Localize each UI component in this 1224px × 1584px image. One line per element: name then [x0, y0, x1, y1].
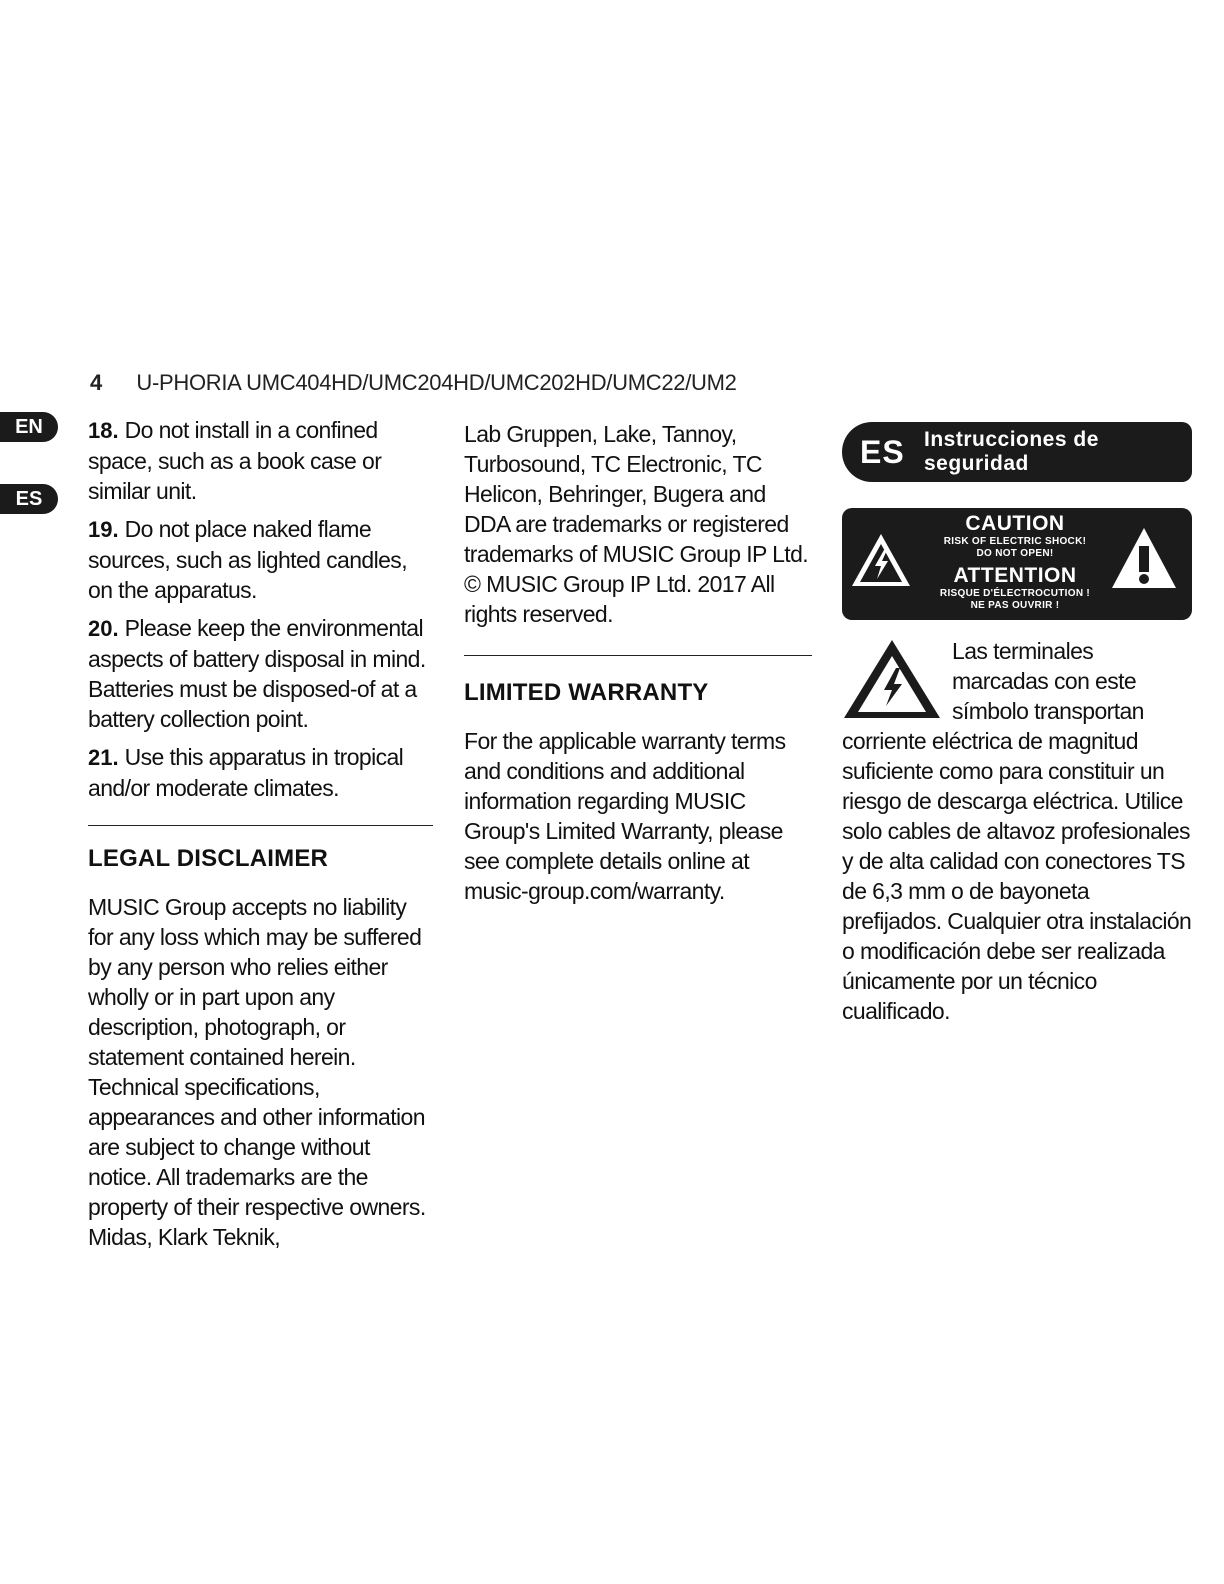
item-text: Do not place naked flame sources, such as lighted candles, on the apparatus. — [88, 516, 408, 603]
lang-tab-es[interactable]: ES — [0, 484, 58, 514]
column-1 — [88, 415, 433, 1252]
caution-text-block — [922, 512, 1108, 612]
caution-subtitle-2: DO NOT OPEN! — [976, 548, 1054, 559]
trademark-continuation: Lab Gruppen, Lake, Tannoy, Turbosound, TC Electronic, TC Helicon, Behringer, Bugera and DDA are trademarks or registered trademarks of MUSIC Group IP Ltd. © MUSIC Group IP Ltd. 2017 All rights reserved. — [464, 421, 809, 627]
safety-item-18 — [88, 415, 433, 506]
safety-item-20 — [88, 613, 433, 734]
warning-text: Las terminales marcadas con este símbolo transportan corriente eléctrica de magnitud suficiente como para constituir un riesgo de descarga eléctrica. Utilice solo cables de altavoz profesionales y de alta calidad con conectores TS de 6,3 mm o de bayoneta prefijados. Cualquier otra instalación o modificación debe ser realizada únicamente por un técnico cualificado. — [842, 638, 1192, 1024]
section-divider — [464, 655, 812, 656]
limited-warranty-title: LIMITED WARRANTY — [464, 679, 709, 706]
item-text: Use this apparatus in tropical and/or moderate climates. — [88, 744, 404, 801]
banner-language-code: ES — [860, 434, 905, 470]
safety-item-19 — [88, 514, 433, 605]
legal-disclaimer-title: LEGAL DISCLAIMER — [88, 845, 329, 872]
es-section-banner — [842, 422, 1192, 482]
warning-paragraph — [842, 636, 1192, 1026]
column-2 — [464, 419, 812, 906]
caution-label — [842, 508, 1192, 620]
banner-title: Instrucciones de seguridad — [924, 428, 1099, 475]
lightning-warning-icon — [842, 638, 942, 720]
product-title: U-PHORIA UMC404HD/UMC204HD/UMC202HD/UMC22/UM2 — [136, 370, 737, 395]
caution-subtitle-1: RISK OF ELECTRIC SHOCK! — [943, 536, 1087, 547]
page-number: 4 — [90, 370, 103, 395]
section-divider — [88, 825, 433, 826]
item-number: 21. — [88, 745, 119, 770]
attention-title: ATTENTION — [953, 564, 1077, 587]
limited-warranty-text: For the applicable warranty terms and conditions and additional information regarding MUSIC Group's Limited Warranty, please see complete details online at music-group.com/warranty. — [464, 728, 786, 904]
attention-subtitle-2: NE PAS OUVRIR ! — [970, 600, 1060, 611]
legal-disclaimer-text: MUSIC Group accepts no liability for any loss which may be suffered by any person who relies either wholly or in part upon any description, photograph, or statement contained herein. Technical specifications, appearances and other information are subject to change without notice. All trademarks are the property of their respective owners. Midas, Klark Teknik, — [88, 894, 426, 1250]
safety-item-21 — [88, 742, 433, 803]
lang-tab-en[interactable]: EN — [0, 412, 58, 442]
attention-subtitle-1: RISQUE D'ÉLECTROCUTION ! — [939, 588, 1091, 599]
lightning-warning-icon — [850, 532, 912, 588]
item-number: 18. — [88, 418, 119, 443]
caution-title: CAUTION — [965, 512, 1065, 535]
item-number: 19. — [88, 517, 119, 542]
exclamation-warning-icon — [1110, 526, 1178, 590]
column-3 — [842, 422, 1192, 1026]
item-text: Please keep the environmental aspects of battery disposal in mind. Batteries must be disposed-of at a battery collection point. — [88, 615, 426, 732]
page-header — [90, 370, 737, 396]
item-number: 20. — [88, 616, 119, 641]
item-text: Do not install in a confined space, such as a book case or similar unit. — [88, 417, 382, 504]
